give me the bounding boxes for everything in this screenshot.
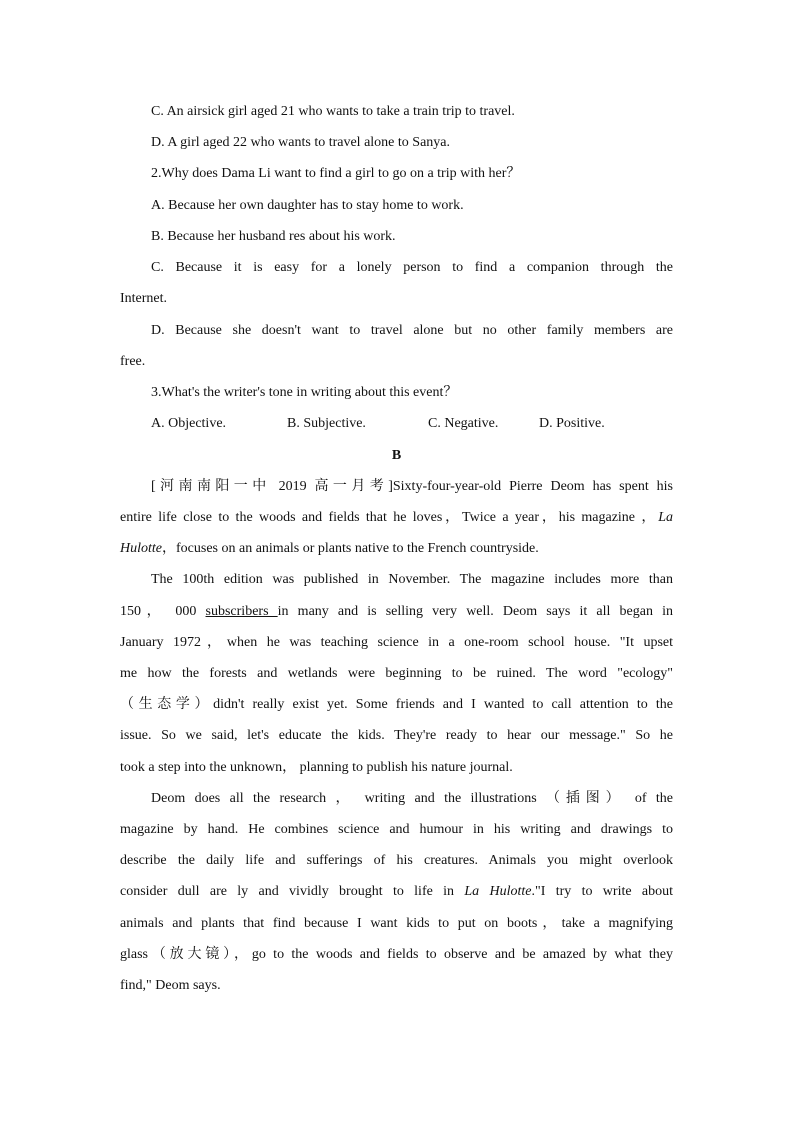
p1-magazine-name-part1: La <box>658 510 673 525</box>
q2-option-c-line2: Internet. <box>120 291 168 306</box>
q3-question: 3.What's the writer's tone in writing about this event？ <box>151 385 458 400</box>
p3-line1: Deom does all the research ， writing and the illustrations （插图） of the <box>151 791 673 806</box>
p2-line2-b: in many and is selling very well. Deom says it all began in <box>277 604 673 619</box>
q2-option-a: A. Because her own daughter has to stay home to work. <box>151 198 464 213</box>
p3-line6: glass（放大镜），go to the woods and fields to observe and be amazed by what they <box>120 947 673 962</box>
p1-line2-text: entire life close to the woods and fields that he loves，Twice a year，his magazine ， <box>120 510 659 525</box>
q2-option-d-line2: free. <box>120 354 146 369</box>
p3-line7: find," Deom says. <box>120 978 221 993</box>
p1-magazine-name-part2: Hulotte <box>120 541 162 556</box>
p1-line2 <box>120 509 673 527</box>
p2-line3: January 1972，when he was teaching science in a one-room school house. "It upset <box>120 635 673 650</box>
p2-line7: took a step into the unknown， planning to publish his nature journal. <box>120 760 513 775</box>
p2-line6: issue. So we said, let's educate the kids. They're ready to hear our message." So he <box>120 728 673 743</box>
p2-line2 <box>120 603 673 621</box>
q2-question: 2.Why does Dama Li want to find a girl to go on a trip with her？ <box>151 166 521 181</box>
q3-option-b: B. Subjective. <box>287 416 366 431</box>
p3-line3: describe the daily life and sufferings of his creatures. Animals you might overlook <box>120 853 673 868</box>
q2-option-b: B. Because her husband res about his work. <box>151 229 396 244</box>
q2-option-d-line1: D. Because she doesn't want to travel alone but no other family members are <box>151 323 673 338</box>
p3-magazine-name: La Hulotte <box>464 884 532 899</box>
q3-option-c: C. Negative. <box>428 416 499 431</box>
q2-option-c-line1: C. Because it is easy for a lonely person to find a companion through the <box>151 260 673 275</box>
q1-option-d: D. A girl aged 22 who wants to travel alone to Sanya. <box>151 135 450 150</box>
p3-line5: animals and plants that find because I want kids to put on boots，take a magnifying <box>120 916 673 931</box>
q1-option-c: C. An airsick girl aged 21 who wants to take a train trip to travel. <box>151 104 515 119</box>
p2-line1: The 100th edition was published in November. The magazine includes more than <box>151 572 673 587</box>
p2-line5: （生态学）didn't really exist yet. Some friends and I wanted to call attention to the <box>120 697 673 712</box>
q3-option-d: D. Positive. <box>539 416 605 431</box>
p3-line4-b: ."I try to write about <box>531 884 674 899</box>
p2-line4: me how the forests and wetlands were beginning to be ruined. The word "ecology" <box>120 666 673 681</box>
p1-line1: [河南南阳一中 2019 高一月考]Sixty-four-year-old Pierre Deom has spent his <box>151 479 673 494</box>
q3-option-a: A. Objective. <box>151 416 227 431</box>
section-heading: B <box>391 448 402 463</box>
p1-line3 <box>120 540 673 558</box>
p3-line2: magazine by hand. He combines science and humour in his writing and drawings to <box>120 822 673 837</box>
subscribers-underlined-word: subscribers <box>205 604 278 619</box>
p1-line3-text: ，focuses on an animals or plants native to the French countryside. <box>162 541 539 556</box>
p3-line4 <box>120 883 673 901</box>
p2-line2-a: 150， 000 <box>120 604 206 619</box>
p3-line4-a: consider dull are ly and vividly brought to life in <box>120 884 465 899</box>
